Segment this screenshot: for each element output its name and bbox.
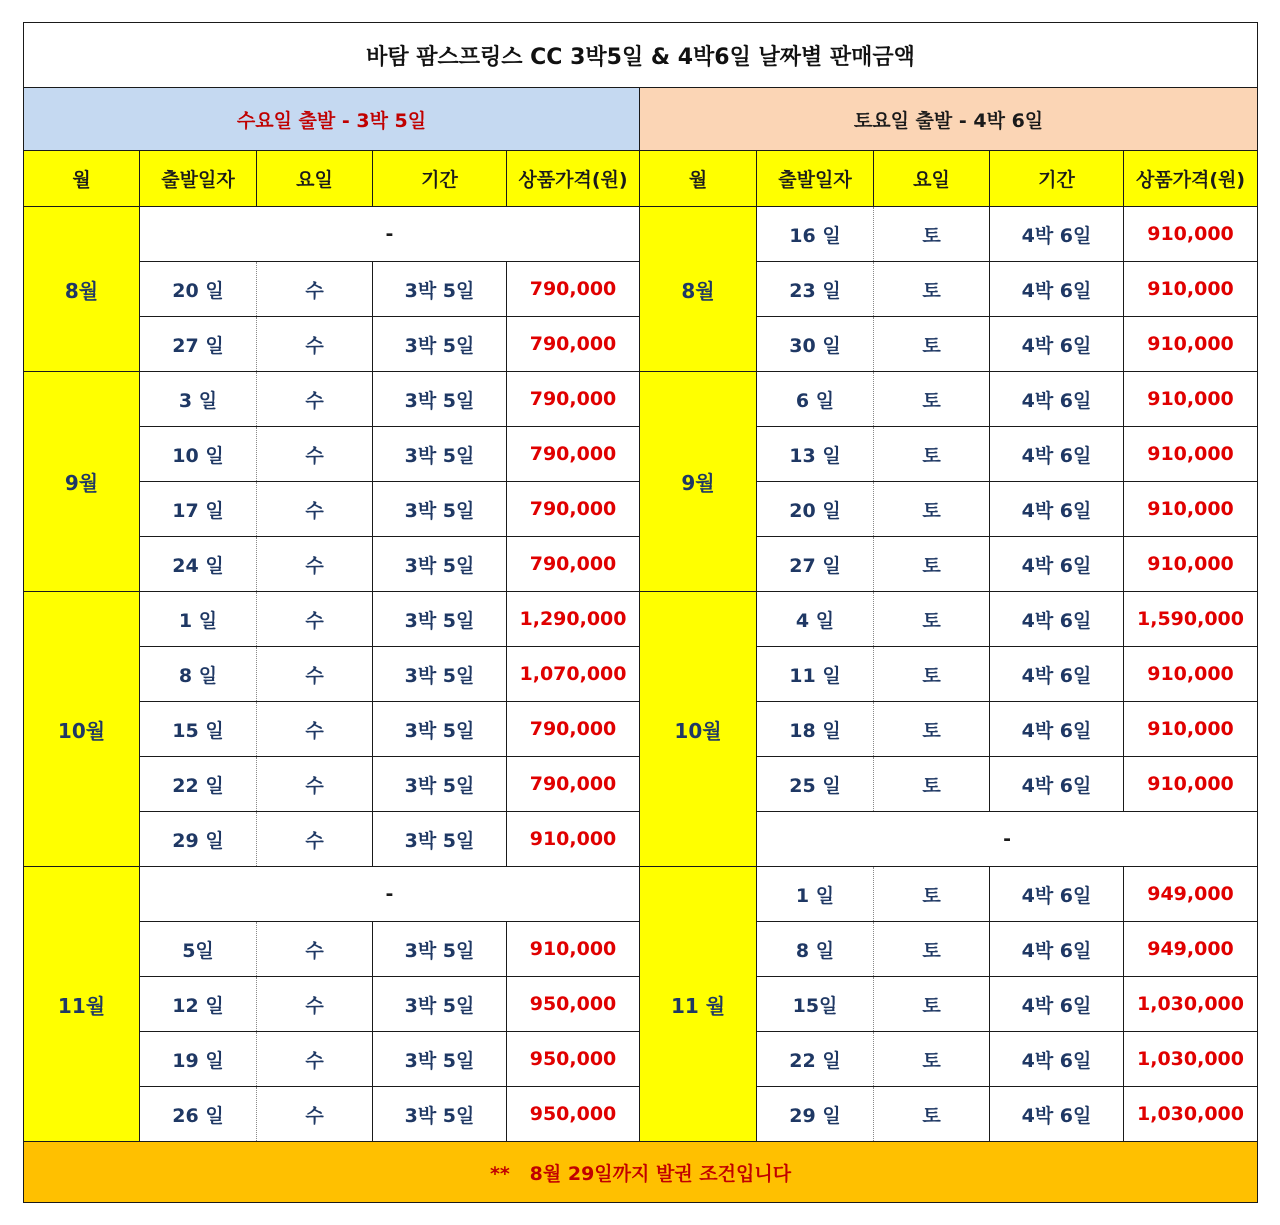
weekday-sat: 토 xyxy=(874,427,990,482)
footnote-row xyxy=(24,1142,1258,1203)
period-wed: 3박 5일 xyxy=(373,427,507,482)
departure-date-sat: 29 일 xyxy=(757,1087,874,1142)
weekday-sat: 토 xyxy=(874,317,990,372)
table-row xyxy=(24,867,1258,922)
weekday-sat: 토 xyxy=(874,922,990,977)
price-sat: 1,030,000 xyxy=(1124,977,1258,1032)
price-wed: 910,000 xyxy=(507,922,640,977)
weekday-sat: 토 xyxy=(874,977,990,1032)
weekday-sat: 토 xyxy=(874,1087,990,1142)
departure-date-sat: 20 일 xyxy=(757,482,874,537)
departure-date-sat: 8 일 xyxy=(757,922,874,977)
period-wed: 3박 5일 xyxy=(373,1032,507,1087)
month-label-sat: 9월 xyxy=(640,372,757,592)
price-sat: 949,000 xyxy=(1124,922,1258,977)
weekday-wed: 수 xyxy=(257,592,373,647)
header-date-sat: 출발일자 xyxy=(757,151,874,207)
weekday-wed: 수 xyxy=(257,1032,373,1087)
departure-date-sat: 25 일 xyxy=(757,757,874,812)
table-row xyxy=(24,592,1258,647)
departure-date-sat: 6 일 xyxy=(757,372,874,427)
period-wed: 3박 5일 xyxy=(373,647,507,702)
weekday-sat: 토 xyxy=(874,757,990,812)
period-wed: 3박 5일 xyxy=(373,372,507,427)
price-wed: 1,290,000 xyxy=(507,592,640,647)
departure-date-sat: 18 일 xyxy=(757,702,874,757)
month-label-wed: 9월 xyxy=(24,372,140,592)
month-label-sat: 10월 xyxy=(640,592,757,867)
header-price-sat: 상품가격(원) xyxy=(1124,151,1258,207)
departure-date-wed: 3 일 xyxy=(140,372,257,427)
price-sat: 910,000 xyxy=(1124,427,1258,482)
period-wed: 3박 5일 xyxy=(373,482,507,537)
weekday-wed: 수 xyxy=(257,647,373,702)
period-sat: 4박 6일 xyxy=(990,757,1124,812)
price-wed: 790,000 xyxy=(507,702,640,757)
period-sat: 4박 6일 xyxy=(990,372,1124,427)
header-date-wed: 출발일자 xyxy=(140,151,257,207)
price-wed: 790,000 xyxy=(507,372,640,427)
weekday-sat: 토 xyxy=(874,372,990,427)
departure-date-sat: 15일 xyxy=(757,977,874,1032)
departure-date-sat: 22 일 xyxy=(757,1032,874,1087)
departure-date-sat: 27 일 xyxy=(757,537,874,592)
departure-date-sat: 13 일 xyxy=(757,427,874,482)
weekday-wed: 수 xyxy=(257,262,373,317)
departure-date-wed: 5일 xyxy=(140,922,257,977)
period-wed: 3박 5일 xyxy=(373,977,507,1032)
period-sat: 4박 6일 xyxy=(990,207,1124,262)
departure-date-wed: 17 일 xyxy=(140,482,257,537)
period-sat: 4박 6일 xyxy=(990,1032,1124,1087)
period-wed: 3박 5일 xyxy=(373,1087,507,1142)
price-wed: 910,000 xyxy=(507,812,640,867)
price-sat: 1,030,000 xyxy=(1124,1087,1258,1142)
weekday-wed: 수 xyxy=(257,482,373,537)
price-sat: 910,000 xyxy=(1124,482,1258,537)
weekday-sat: 토 xyxy=(874,1032,990,1087)
departure-date-sat: 30 일 xyxy=(757,317,874,372)
departure-date-wed: 27 일 xyxy=(140,317,257,372)
weekday-wed: 수 xyxy=(257,702,373,757)
departure-date-wed: 22 일 xyxy=(140,757,257,812)
price-wed: 790,000 xyxy=(507,317,640,372)
month-label-wed: 10월 xyxy=(24,592,140,867)
price-wed: 790,000 xyxy=(507,262,640,317)
departure-date-wed: 24 일 xyxy=(140,537,257,592)
departure-date-wed: 10 일 xyxy=(140,427,257,482)
period-wed: 3박 5일 xyxy=(373,317,507,372)
departure-date-sat: 1 일 xyxy=(757,867,874,922)
weekday-sat: 토 xyxy=(874,262,990,317)
price-sat: 910,000 xyxy=(1124,757,1258,812)
title-row xyxy=(24,23,1258,88)
departure-date-sat: 4 일 xyxy=(757,592,874,647)
period-wed: 3박 5일 xyxy=(373,537,507,592)
weekday-sat: 토 xyxy=(874,482,990,537)
period-sat: 4박 6일 xyxy=(990,427,1124,482)
empty-row-sat: - xyxy=(757,812,1258,867)
period-sat: 4박 6일 xyxy=(990,482,1124,537)
table-row xyxy=(24,372,1258,427)
departure-date-wed: 26 일 xyxy=(140,1087,257,1142)
period-sat: 4박 6일 xyxy=(990,702,1124,757)
price-sat: 910,000 xyxy=(1124,702,1258,757)
weekday-sat: 토 xyxy=(874,592,990,647)
price-wed: 790,000 xyxy=(507,427,640,482)
price-sat: 1,590,000 xyxy=(1124,592,1258,647)
header-month-wed: 월 xyxy=(24,151,140,207)
period-sat: 4박 6일 xyxy=(990,922,1124,977)
price-wed: 790,000 xyxy=(507,757,640,812)
departure-date-wed: 15 일 xyxy=(140,702,257,757)
price-wed: 790,000 xyxy=(507,537,640,592)
weekday-wed: 수 xyxy=(257,427,373,482)
header-day-wed: 요일 xyxy=(257,151,373,207)
empty-row-wed: - xyxy=(140,867,640,922)
period-sat: 4박 6일 xyxy=(990,647,1124,702)
weekday-wed: 수 xyxy=(257,317,373,372)
empty-row-wed: - xyxy=(140,207,640,262)
price-wed: 790,000 xyxy=(507,482,640,537)
period-sat: 4박 6일 xyxy=(990,317,1124,372)
weekday-wed: 수 xyxy=(257,757,373,812)
weekday-wed: 수 xyxy=(257,372,373,427)
price-wed: 1,070,000 xyxy=(507,647,640,702)
section-saturday: 토요일 출발 - 4박 6일 xyxy=(640,88,1258,151)
header-period-wed: 기간 xyxy=(373,151,507,207)
period-sat: 4박 6일 xyxy=(990,592,1124,647)
period-wed: 3박 5일 xyxy=(373,922,507,977)
departure-date-sat: 11 일 xyxy=(757,647,874,702)
price-sat: 949,000 xyxy=(1124,867,1258,922)
weekday-sat: 토 xyxy=(874,702,990,757)
price-wed: 950,000 xyxy=(507,1087,640,1142)
period-wed: 3박 5일 xyxy=(373,812,507,867)
period-wed: 3박 5일 xyxy=(373,592,507,647)
departure-date-wed: 20 일 xyxy=(140,262,257,317)
departure-date-sat: 16 일 xyxy=(757,207,874,262)
departure-date-wed: 29 일 xyxy=(140,812,257,867)
weekday-wed: 수 xyxy=(257,922,373,977)
header-month-sat: 월 xyxy=(640,151,757,207)
period-sat: 4박 6일 xyxy=(990,977,1124,1032)
weekday-sat: 토 xyxy=(874,647,990,702)
departure-date-wed: 12 일 xyxy=(140,977,257,1032)
price-sat: 910,000 xyxy=(1124,537,1258,592)
month-label-sat: 11 월 xyxy=(640,867,757,1142)
price-table xyxy=(23,22,1258,1203)
departure-date-wed: 1 일 xyxy=(140,592,257,647)
price-sat: 1,030,000 xyxy=(1124,1032,1258,1087)
price-wed: 950,000 xyxy=(507,977,640,1032)
price-sat: 910,000 xyxy=(1124,647,1258,702)
header-row xyxy=(24,151,1258,207)
period-wed: 3박 5일 xyxy=(373,702,507,757)
departure-date-wed: 19 일 xyxy=(140,1032,257,1087)
departure-date-sat: 23 일 xyxy=(757,262,874,317)
price-sat: 910,000 xyxy=(1124,317,1258,372)
departure-date-wed: 8 일 xyxy=(140,647,257,702)
period-sat: 4박 6일 xyxy=(990,262,1124,317)
header-period-sat: 기간 xyxy=(990,151,1124,207)
page-title: 바탐 팜스프링스 CC 3박5일 & 4박6일 날짜별 판매금액 xyxy=(24,23,1258,88)
price-sat: 910,000 xyxy=(1124,372,1258,427)
weekday-sat: 토 xyxy=(874,537,990,592)
period-sat: 4박 6일 xyxy=(990,537,1124,592)
section-row xyxy=(24,88,1258,151)
header-day-sat: 요일 xyxy=(874,151,990,207)
price-wed: 950,000 xyxy=(507,1032,640,1087)
weekday-wed: 수 xyxy=(257,812,373,867)
table-row xyxy=(24,207,1258,262)
period-wed: 3박 5일 xyxy=(373,757,507,812)
period-sat: 4박 6일 xyxy=(990,1087,1124,1142)
section-wednesday: 수요일 출발 - 3박 5일 xyxy=(24,88,640,151)
weekday-wed: 수 xyxy=(257,977,373,1032)
footnote: ** 8월 29일까지 발권 조건입니다 xyxy=(24,1142,1258,1203)
weekday-sat: 토 xyxy=(874,867,990,922)
weekday-wed: 수 xyxy=(257,537,373,592)
period-wed: 3박 5일 xyxy=(373,262,507,317)
price-sat: 910,000 xyxy=(1124,207,1258,262)
period-sat: 4박 6일 xyxy=(990,867,1124,922)
weekday-wed: 수 xyxy=(257,1087,373,1142)
month-label-sat: 8월 xyxy=(640,207,757,372)
month-label-wed: 11월 xyxy=(24,867,140,1142)
weekday-sat: 토 xyxy=(874,207,990,262)
price-sat: 910,000 xyxy=(1124,262,1258,317)
header-price-wed: 상품가격(원) xyxy=(507,151,640,207)
month-label-wed: 8월 xyxy=(24,207,140,372)
